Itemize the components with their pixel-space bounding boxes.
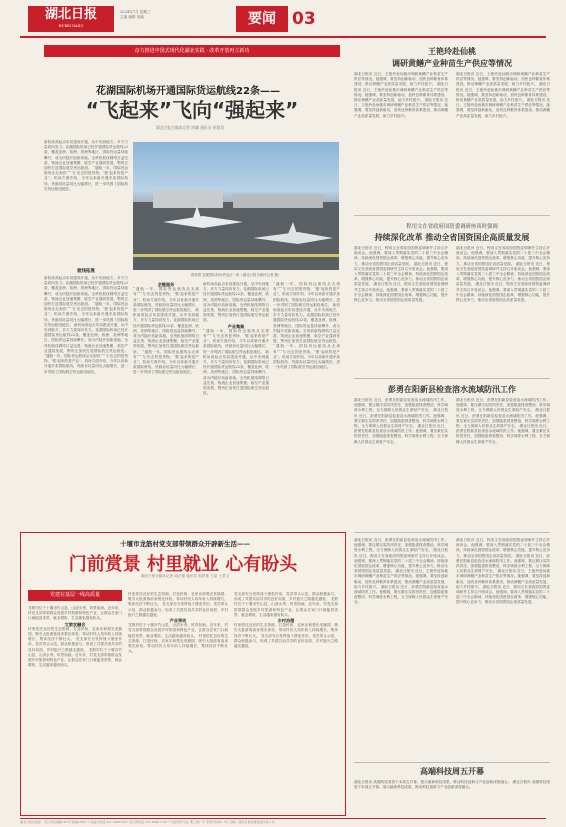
story-paragraph: “通航一年，国际货运航线从无到有”“‘飞’出去的是货物，‘强’起来的是产业”。机场方面介绍，今年以来新开通多条国际航线，货邮吞吐量同比大幅增长，进一步巩固了国际航空货运枢纽地位。 xyxy=(44,354,128,374)
feature-paragraph: 村里依托良好的生态资源，打造民宿、农家乐和观光采摘园，吸引大批游客前来观光体验，带动村民人均年收入持续增长，集体经济不断壮大。 xyxy=(128,592,228,607)
feature-headline: 门前赏景 村里就业 心有盼头 xyxy=(68,554,298,575)
right-text-column xyxy=(456,538,550,758)
story-paragraph: 湖北日报讯 近日，王艳玲赴仙桃市调研黄鳝产业种苗生产供应等情况。她强调，要坚持创新驱动，加快良种繁育体系建设，推动黄鳝产业高质量发展，助力乡村振兴。 xyxy=(456,82,550,103)
story-paragraph: “通航一年，国际货运航线从无到有”“‘飞’出去的是货物，‘强’起来的是产业”。机场方面介绍，今年以来新开通多条国际航线，货邮吞吐量同比大幅增长，进一步巩固了国际航空货运枢纽地位。 xyxy=(203,328,269,354)
feature-byline: 湖北日报全媒体记者 周正德 通讯员 郭铁林 王晶 王君文 xyxy=(140,574,230,578)
story-paragraph: 新机场高起点布局建设开通，从中央到地方，多方力量同向发力。花湖国际机场已经开通国际货运航线22条，覆盖亚洲、欧洲、美洲等地区，国际货运量持续攀升，成为内陆开放新高地。全货机航线网络日益完善，物流企业加速集聚，临空产业蓬勃发展，鄂州正加快打造国际航空货运枢纽。 xyxy=(44,276,128,307)
photo-caption: 资料图 花湖国际机场货运区一角（湖北日报全媒体记者 摄） xyxy=(190,273,282,277)
feature-column-bar: 党建在基层一线高质量 xyxy=(28,590,122,601)
feature-subtitle: 十堰市龙筋村党支部带领群众开辟新生活—— xyxy=(120,540,250,548)
story-paragraph: 湖北日报讯 近日，彭勇在阳新县检查溶水流域防汛工作。他强调，要压紧压实防汛责任，加强隐患排查整治，科学调度水利工程，全力保障人民群众生命财产安全。 xyxy=(354,584,448,605)
story-paragraph: 湖北日报讯 近日，程用文在省政府国资委调研并主持召开座谈会。他强调，要深入贯彻落实党的二十届三中全会精神，持续深化国资国企改革，增强核心功能，提升核心竞争力，推动全省国资国企高质量发展。 xyxy=(354,261,448,287)
section-heading: 航线拓展 xyxy=(77,269,95,274)
date-line: 2024年7月 星期三 xyxy=(120,10,151,14)
right-text-column xyxy=(354,72,448,212)
feature-paragraph: 龙筋村位于十堰市竹山县，山清水秀，风景如画。近年来，村党支部带领群众发展乡村旅游和特色产业，让群众在家门口就能赏美景、就业增收，生活越来越有盼头。 xyxy=(28,606,122,621)
section-heading: 乡村治理 xyxy=(277,618,295,624)
section-heading: 产业带动 xyxy=(169,618,187,624)
newspaper-logo xyxy=(28,6,114,32)
right-text-column xyxy=(354,538,448,758)
right-story-title: 彭勇在阳新县检查溶水流域防汛工作 xyxy=(388,385,516,394)
section-heading: 产业集聚 xyxy=(227,323,245,329)
right-text-column xyxy=(354,398,448,528)
feature-text-column xyxy=(128,592,228,812)
date-block xyxy=(120,10,190,20)
story-lead-cont: “通航一年，国际货运航线从无到有”“‘飞’出去的是货物，‘强’起来的是产业”。机场方面介绍，今年以来新开通多条国际航线，货邮吞吐量同比大幅增长，进一步巩固了国际航空货运枢纽地位。 xyxy=(44,166,128,191)
story-paragraph: 湖北日报讯 高端科技周将于本周五开幕，展示最新科技成果，推动科技创新与产业创新深度融合。 xyxy=(354,780,550,790)
story-byline: 湖北日报全媒体记者 周璐 通讯员 胡晨炅 xyxy=(155,125,225,130)
feature-paragraph: 村里依托良好的生态资源，打造民宿、农家乐和观光采摘园，吸引大批游客前来观光体验，带动村民人均年收入持续增长，集体经济不断壮大。 xyxy=(234,623,338,638)
story-paragraph: 新机场高起点布局建设开通，从中央到地方，多方力量同向发力。花湖国际机场已经开通国际货运航线22条，覆盖亚洲、欧洲、美洲等地区，国际货运量持续攀升，成为内陆开放新高地。全货机航线网络日益完善，物流企业加速集聚，临空产业蓬勃发展，鄂州正加快打造国际航空货运枢纽。 xyxy=(273,302,340,344)
logo-subtitle: HUBEI DAILY xyxy=(58,24,84,28)
right-story-subtitle: 调研黄鳝产业种苗生产供应等情况 xyxy=(392,59,512,68)
story-paragraph: “通航一年，国际货运航线从无到有”“‘飞’出去的是货物，‘强’起来的是产业”。机场方面介绍，今年以来新开通多条国际航线，货邮吞吐量同比大幅增长，进一步巩固了国际航空货运枢纽地位。 xyxy=(273,344,340,370)
story-lead: 新机场高起点布局建设开通，从中央到地方，多方力量同向发力。花湖国际机场已经开通国际货运航线22条，覆盖亚洲、欧洲、美洲等地区，国际货运量持续攀升，成为内陆开放新高地。全货机航线网络日益完善，物流企业加速集聚，临空产业蓬勃发展，鄂州正加快打造国际航空货运枢纽。 xyxy=(44,140,128,171)
feature-text-column xyxy=(28,606,122,812)
story-text-column xyxy=(273,282,340,522)
story-paragraph: 湖北日报讯 近日，程用文在省政府国资委调研并主持召开座谈会。他强调，要深入贯彻落实党的二十届三中全会精神，持续深化国资国企改革，增强核心功能，提升核心竞争力，推动全省国资国企高质量发展。 xyxy=(354,282,448,303)
feature-paragraph: 党支部充分发挥战斗堡垒作用，党员带头示范，群众积极参与，形成了共建共治共享的良好局面，乡村振兴之路越走越宽。 xyxy=(128,602,228,617)
story-paragraph: 湖北日报讯 近日，彭勇在阳新县检查溶水流域防汛工作。他强调，要压紧压实防汛责任，加强隐患排查整治，科学调度水利工程，全力保障人民群众生命财产安全。 xyxy=(354,538,448,553)
story-text-column xyxy=(203,282,269,522)
story-paragraph: 新机场高起点布局建设开通，从中央到地方，多方力量同向发力。花湖国际机场已经开通国际货运航线22条，覆盖亚洲、欧洲、美洲等地区，国际货运量持续攀升，成为内陆开放新高地。全货机航线网络日益完善，物流企业加速集聚，临空产业蓬勃发展，鄂州正加快打造国际航空货运枢纽。 xyxy=(203,349,269,396)
story-paragraph: “通航一年，国际货运航线从无到有”“‘飞’出去的是货物，‘强’起来的是产业”。机场方面介绍，今年以来新开通多条国际航线，货邮吞吐量同比大幅增长，进一步巩固了国际航空货运枢纽地位。 xyxy=(44,302,128,327)
story-paragraph: 湖北日报讯 近日，程用文在省政府国资委调研并主持召开座谈会。他强调，要深入贯彻落实党的二十届三中全会精神，持续深化国资国企改革，增强核心功能，提升核心竞争力，推动全省国资国企高质量发展。 xyxy=(456,246,550,266)
story-headline: “飞起来”飞向“强起来” xyxy=(85,98,299,122)
story-paragraph: 湖北日报讯 近日，彭勇在阳新县检查溶水流域防汛工作。他强调，要压紧压实防汛责任，加强隐患排查整治，科学调度水利工程，全力保障人民群众生命财产安全。 xyxy=(456,398,550,413)
story-kicker: 奋力推进中国式现代化湖北实践 · 改革开放再立新功 xyxy=(44,45,340,57)
masthead-rule xyxy=(20,36,546,38)
section-heading: 文旅农融合 xyxy=(64,621,86,627)
story-paragraph: 湖北日报讯 高端科技周将于本周五开幕，展示最新科技成果，推动科技创新与产业创新深度融合。 xyxy=(354,780,512,784)
divider xyxy=(354,378,550,379)
story-paragraph: 湖北日报讯 近日，王艳玲赴仙桃市调研黄鳝产业种苗生产供应等情况。她强调，要坚持创新驱动，加快良种繁育体系建设，推动黄鳝产业高质量发展，助力乡村振兴。 xyxy=(354,82,448,103)
story-paragraph: 湖北日报讯 近日，彭勇在阳新县检查溶水流域防汛工作。他强调，要压紧压实防汛责任，加强隐患排查整治，科学调度水利工程，全力保障人民群众生命财产安全。 xyxy=(354,424,448,444)
story-paragraph: “通航一年，国际货运航线从无到有”“‘飞’出去的是货物，‘强’起来的是产业”。机场方面介绍，今年以来新开通多条国际航线，货邮吞吐量同比大幅增长，进一步巩固了国际航空货运枢纽地位。 xyxy=(133,349,199,375)
feature-paragraph: 党支部充分发挥战斗堡垒作用，党员带头示范，群众积极参与，形成了共建共治共享的良好局面，乡村振兴之路越走越宽。 xyxy=(234,633,338,649)
logo-text: 湖北日报 xyxy=(44,7,97,22)
page-footer: 湖北日报社地址：武汉市东湖路181号 邮编430077 总编办电话 027-88567001 发行部电话 027-88567150 广告经营许可证 鄂工商广字 零售价每份1.5元 印刷：湖北日报传媒集团印务公司 xyxy=(20,818,546,824)
feature-paragraph: 村里依托良好的生态资源，打造民宿、农家乐和观光采摘园，吸引大批游客前来观光体验，带动村民人均年收入持续增长，集体经济不断壮大。 xyxy=(28,626,122,642)
story-paragraph: 湖北日报讯 近日，王艳玲赴仙桃市调研黄鳝产业种苗生产供应等情况。她强调，要坚持创新驱动，加快良种繁育体系建设，推动黄鳝产业高质量发展，助力乡村振兴。 xyxy=(456,72,550,87)
story-paragraph: 新机场高起点布局建设开通，从中央到地方，多方力量同向发力。花湖国际机场已经开通国际货运航线22条，覆盖亚洲、欧洲、美洲等地区，国际货运量持续攀升，成为内陆开放新高地。全货机航线网络日益完善，物流企业加速集聚，临空产业蓬勃发展，鄂州正加快打造国际航空货运枢纽。 xyxy=(44,322,128,353)
feature-paragraph: 龙筋村位于十堰市竹山县，山清水秀，风景如画。近年来，村党支部带领群众发展乡村旅游和特色产业，让群众在家门口就能赏美景、就业增收，生活越来越有盼头。 xyxy=(128,623,228,638)
divider xyxy=(354,532,550,533)
story-paragraph: 湖北日报讯 近日，彭勇在阳新县检查溶水流域防汛工作。他强调，要压紧压实防汛责任，加强隐患排查整治，科学调度水利工程，全力保障人民群众生命财产安全。 xyxy=(456,553,550,574)
section-label: 要闻 xyxy=(236,6,288,32)
story-paragraph: 湖北日报讯 近日，程用文在省政府国资委调研并主持召开座谈会。他强调，要深入贯彻落实党的二十届三中全会精神，持续深化国资国企改革，增强核心功能，提升核心竞争力，推动全省国资国企高质量发展。 xyxy=(456,538,550,558)
story-paragraph: “通航一年，国际货运航线从无到有”“‘飞’出去的是货物，‘强’起来的是产业”。机场方面介绍，今年以来新开通多条国际航线，货邮吞吐量同比大幅增长，进一步巩固了国际航空货运枢纽地位。 xyxy=(133,287,199,313)
feature-paragraph: 党支部充分发挥战斗堡垒作用，党员带头示范，群众积极参与，形成了共建共治共享的良好局面，乡村振兴之路越走越宽。 xyxy=(234,592,338,602)
story-paragraph: 湖北日报讯 近日，彭勇在阳新县检查溶水流域防汛工作。他强调，要压紧压实防汛责任，加强隐患排查整治，科学调度水利工程，全力保障人民群众生命财产安全。 xyxy=(354,398,448,413)
feature-paragraph: 龙筋村位于十堰市竹山县，山清水秀，风景如画。近年来，村党支部带领群众发展乡村旅游和特色产业，让群众在家门口就能赏美景、就业增收，生活越来越有盼头。 xyxy=(234,597,338,617)
story-paragraph: 湖北日报讯 近日，彭勇在阳新县检查溶水流域防汛工作。他强调，要压紧压实防汛责任，加强隐患排查整治，科学调度水利工程，全力保障人民群众生命财产安全。 xyxy=(456,408,550,429)
right-text-column xyxy=(354,780,550,814)
story-paragraph: 湖北日报讯 近日，程用文在省政府国资委调研并主持召开座谈会。他强调，要深入贯彻落实党的二十届三中全会精神，持续深化国资国企改革，增强核心功能，提升核心竞争力，推动全省国资国企高质量发展。 xyxy=(456,282,550,303)
story-paragraph: 新机场高起点布局建设开通，从中央到地方，多方力量同向发力。花湖国际机场已经开通国际货运航线22条，覆盖亚洲、欧洲、美洲等地区，国际货运量持续攀升，成为内陆开放新高地。全货机航线网络日益完善，物流企业加速集聚，临空产业蓬勃发展，鄂州正加快打造国际航空货运枢纽。 xyxy=(203,282,269,323)
feature-paragraph: 村里依托良好的生态资源，打造民宿、农家乐和观光采摘园，吸引大批游客前来观光体验，带动村民人均年收入持续增长，集体经济不断壮大。 xyxy=(128,633,228,654)
story-text-column xyxy=(44,140,128,266)
airport-illustration xyxy=(133,142,339,270)
story-paragraph: 新机场高起点布局建设开通，从中央到地方，多方力量同向发力。花湖国际机场已经开通国际货运航线22条，覆盖亚洲、欧洲、美洲等地区，国际货运量持续攀升，成为内陆开放新高地。全货机航线网络日益完善，物流企业加速集聚，临空产业蓬勃发展，鄂州正加快打造国际航空货运枢纽。 xyxy=(133,308,199,354)
feature-text-column xyxy=(234,592,338,812)
right-story-subtitle: 持续深化改革 推动全省国资国企高质量发展 xyxy=(374,233,530,242)
right-text-column xyxy=(456,72,550,212)
page-number: 03 xyxy=(292,9,316,29)
story-paragraph: 湖北日报讯 近日，彭勇在阳新县检查溶水流域防汛工作。他强调，要压紧压实防汛责任，加强隐患排查整治，科学调度水利工程，全力保障人民群众生命财产安全。 xyxy=(354,408,448,429)
story-paragraph: 湖北日报讯 近日，王艳玲赴仙桃市调研黄鳝产业种苗生产供应等情况。她强调，要坚持创新驱动，加快良种繁育体系建设，推动黄鳝产业高质量发展，助力乡村振兴。 xyxy=(354,72,448,87)
right-text-column xyxy=(456,398,550,528)
right-story-title: 程用文在省政府国资委调研座谈时强调 xyxy=(406,224,498,230)
divider xyxy=(354,215,550,216)
feature-paragraph: 党支部充分发挥战斗堡垒作用，党员带头示范，群众积极参与，形成了共建共治共享的良好局面，乡村振兴之路越走越宽。 xyxy=(28,637,122,652)
story-paragraph: 湖北日报讯 近日，程用文在省政府国资委调研并主持召开座谈会。他强调，要深入贯彻落实党的二十届三中全会精神，持续深化国资国企改革，增强核心功能，提升核心竞争力，推动全省国资国企高质量发展。 xyxy=(354,548,448,574)
story-paragraph: 湖北日报讯 近日，王艳玲赴仙桃市调研黄鳝产业种苗生产供应等情况。她强调，要坚持创新驱动，加快良种繁育体系建设，推动黄鳝产业高质量发展，助力乡村振兴。 xyxy=(354,569,448,589)
feature-paragraph: 龙筋村位于十堰市竹山县，山清水秀，风景如画。近年来，村党支部带领群众发展乡村旅游和特色产业，让群众在家门口就能赏美景、就业增收，生活越来越有盼头。 xyxy=(28,647,122,668)
story-paragraph: 湖北日报讯 近日，王艳玲赴仙桃市调研黄鳝产业种苗生产供应等情况。她强调，要坚持创新驱动，加快良种繁育体系建设，推动黄鳝产业高质量发展，助力乡村振兴。 xyxy=(456,569,550,589)
right-story-title: 高端科技周五开幕 xyxy=(420,767,484,776)
story-paragraph: 湖北日报讯 近日，彭勇在阳新县检查溶水流域防汛工作。他强调，要压紧压实防汛责任，加强隐患排查整治，科学调度水利工程，全力保障人民群众生命财产安全。 xyxy=(456,424,550,444)
story-text-column xyxy=(44,276,128,516)
divider xyxy=(354,762,550,763)
story-paragraph: 湖北日报讯 近日，程用文在省政府国资委调研并主持召开座谈会。他强调，要深入贯彻落实党的二十届三中全会精神，持续深化国资国企改革，增强核心功能，提升核心竞争力，推动全省国资国企高质量发展。 xyxy=(456,584,550,605)
story-paragraph: 湖北日报讯 近日，王艳玲赴仙桃市调研黄鳝产业种苗生产供应等情况。她强调，要坚持创新驱动，加快良种繁育体系建设，推动黄鳝产业高质量发展，助力乡村振兴。 xyxy=(354,98,448,118)
story-paragraph: “通航一年，国际货运航线从无到有”“‘飞’出去的是货物，‘强’起来的是产业”。机场方面介绍，今年以来新开通多条国际航线，货邮吞吐量同比大幅增长，进一步巩固了国际航空货运枢纽地位。 xyxy=(273,282,340,307)
section-heading: 全链服务 xyxy=(157,282,175,287)
right-text-column xyxy=(456,246,550,374)
airport-photo xyxy=(133,142,339,270)
story-text-column xyxy=(133,282,199,522)
story-paragraph: 湖北日报讯 近日，程用文在省政府国资委调研并主持召开座谈会。他强调，要深入贯彻落实党的二十届三中全会精神，持续深化国资国企改革，增强核心功能，提升核心竞争力，推动全省国资国企高质量发展。 xyxy=(456,261,550,287)
story-paragraph: 湖北日报讯 近日，程用文在省政府国资委调研并主持召开座谈会。他强调，要深入贯彻落实党的二十届三中全会精神，持续深化国资国企改革，增强核心功能，提升核心竞争力，推动全省国资国企高质量发展。 xyxy=(354,246,448,266)
right-story-title: 王艳玲赴仙桃 xyxy=(428,47,476,56)
story-paragraph: 湖北日报讯 近日，王艳玲赴仙桃市调研黄鳝产业种苗生产供应等情况。她强调，要坚持创新驱动，加快良种繁育体系建设，推动黄鳝产业高质量发展，助力乡村振兴。 xyxy=(456,98,550,118)
story-subtitle: 花湖国际机场开通国际货运航线22条—— xyxy=(96,86,280,97)
editor-line: 主编 编辑 美编 xyxy=(120,15,144,19)
right-text-column xyxy=(354,246,448,374)
